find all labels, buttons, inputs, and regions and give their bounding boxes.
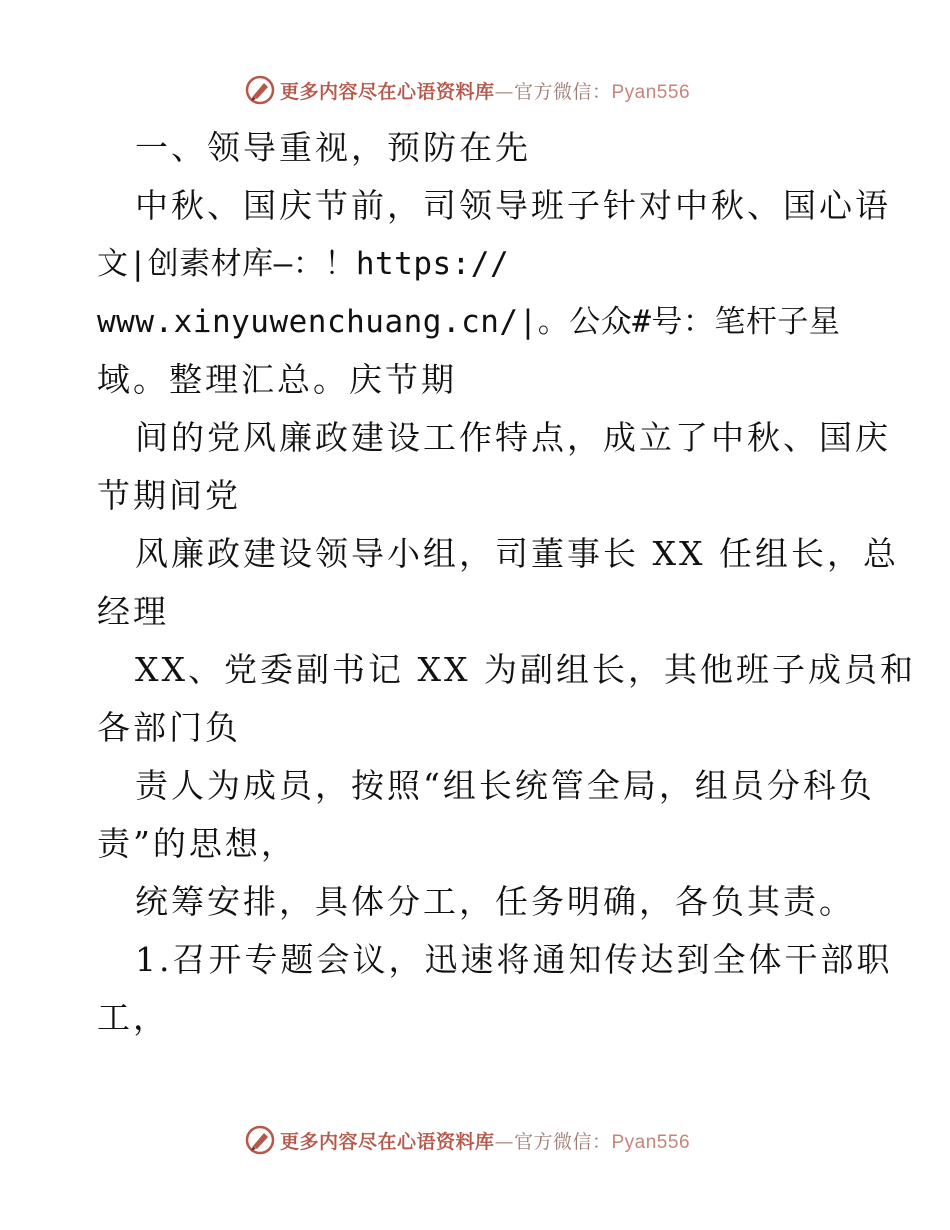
- text-line: 文|创素材库—：！https://: [97, 246, 510, 282]
- watermark-dash: —: [494, 1130, 514, 1153]
- pen-logo-icon: [244, 1124, 276, 1156]
- watermark-id: Pyan556: [611, 81, 691, 103]
- pen-logo-icon: [244, 74, 276, 106]
- text-line: 各部门负: [97, 708, 241, 747]
- text-line: XX、党委副书记 XX 为副组长，其他班子成员和: [135, 650, 916, 689]
- text-line: 1.召开专题会议，迅速将通知传达到全体干部职: [135, 940, 893, 979]
- watermark-sub-text: 官方微信：: [513, 80, 612, 103]
- text-line: 间的党风廉政建设工作特点，成立了中秋、国庆: [135, 418, 891, 457]
- text-line: 风廉政建设领导小组，司董事长 XX 任组长，总: [135, 534, 899, 573]
- watermark-main-text: 更多内容尽在心语资料库: [279, 80, 495, 103]
- text-line: 中秋、国庆节前，司领导班子针对中秋、国心语: [135, 186, 891, 225]
- footer-watermark: [0, 1120, 950, 1160]
- text-line: 责人为成员，按照“组长统管全局，组员分科负: [135, 766, 875, 805]
- watermark-sub-text: 官方微信：: [513, 1130, 612, 1153]
- text-line: 节期间党: [97, 476, 241, 515]
- text-line: www.xinyuwenchuang.cn/|。公众#号：笔杆子星: [97, 304, 841, 340]
- watermark-id: Pyan556: [611, 1131, 691, 1153]
- text-line: 责”的思想，: [97, 824, 297, 863]
- text-line: 工，: [97, 998, 169, 1037]
- text-line: 一、领导重视，预防在先: [135, 128, 531, 167]
- text-line: 经理: [97, 592, 169, 631]
- text-line: 域。整理汇总。庆节期: [97, 360, 457, 399]
- text-line: 统筹安排，具体分工，任务明确，各负其责。: [135, 882, 855, 921]
- header-watermark: [0, 70, 950, 110]
- watermark-dash: —: [494, 80, 514, 103]
- watermark-main-text: 更多内容尽在心语资料库: [279, 1130, 495, 1153]
